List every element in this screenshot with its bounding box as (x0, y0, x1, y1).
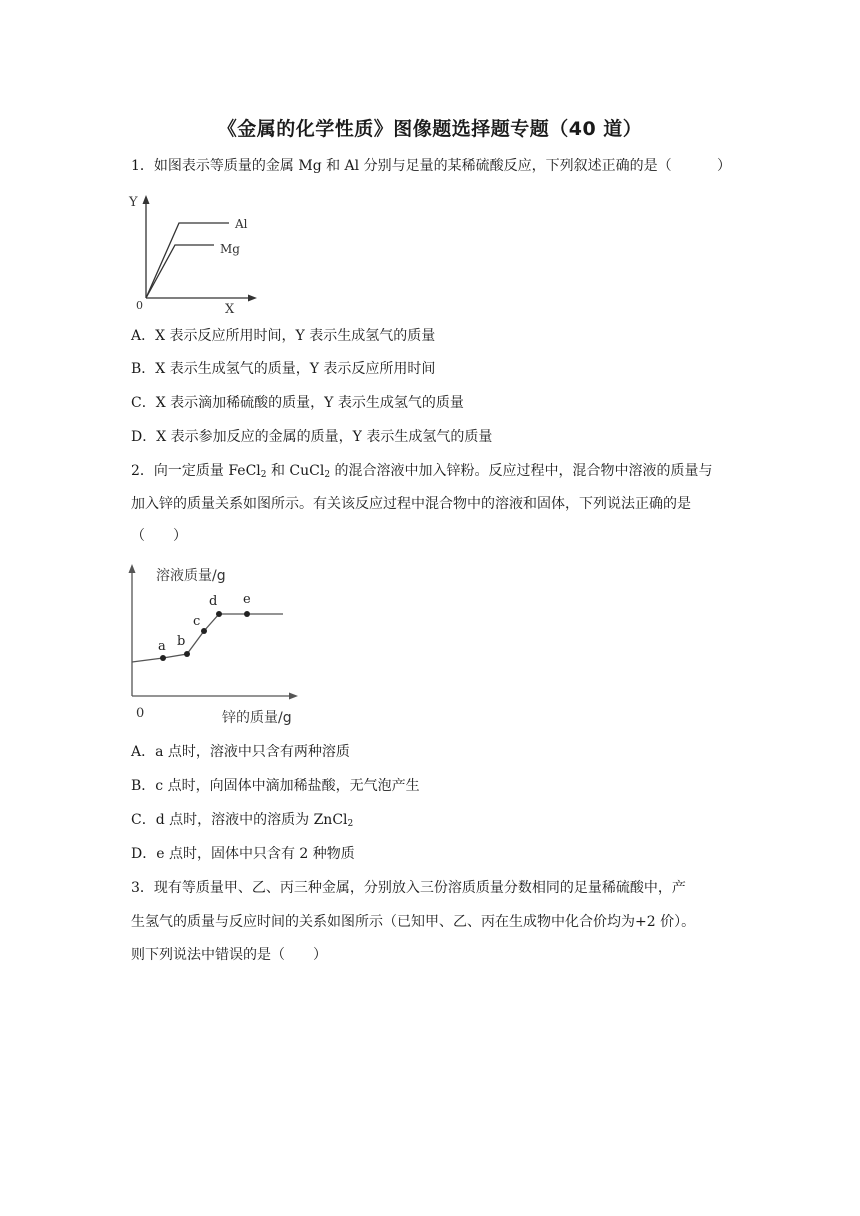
q2-origin-label: 0 (136, 706, 145, 721)
q1-stem-text: 1．如图表示等质量的金属 Mg 和 Al 分别与足量的某稀硫酸反应，下列叙述正确的是（ (131, 158, 672, 174)
q1-option-d: D．X 表示参加反应的金属的质量，Y 表示生成氢气的质量 (131, 429, 493, 445)
q1-stem-paren: ） (717, 158, 731, 174)
q2-y-arrow (129, 564, 136, 573)
q2-point-a (160, 655, 166, 661)
q1-stem (131, 157, 731, 175)
q1-option-b: B．X 表示生成氢气的质量，Y 表示反应所用时间 (131, 361, 436, 377)
q1-al-label: Al (235, 217, 248, 231)
q2-y-label: 溶液质量/g (156, 568, 226, 584)
q3-stem-line-2: 生氢气的质量与反应时间的关系如图所示（已知甲、乙、丙在生成物中化合价均为+2 价）。 (131, 914, 696, 930)
q1-mg-label: Mg (220, 242, 240, 256)
q2-option-c (131, 811, 353, 829)
q2-x-arrow (289, 693, 298, 700)
q3-stem-line-1: 3．现有等质量甲、乙、丙三种金属，分别放入三份溶质质量分数相同的足量稀硫酸中，产 (131, 880, 686, 896)
q2-label-b: b (177, 634, 186, 649)
q2-label-e: e (243, 592, 251, 607)
q2-stem-sub-1: 2 (260, 470, 267, 480)
q2-point-e (244, 611, 250, 617)
q2-point-c (201, 628, 207, 634)
q2-stem-sub-2: 2 (324, 470, 331, 480)
q2-point-d (216, 611, 222, 617)
q1-y-arrow (143, 195, 150, 204)
q2-option-b: B．c 点时，向固体中滴加稀盐酸，无气泡产生 (131, 778, 420, 794)
q1-origin-label: 0 (136, 299, 143, 312)
q2-option-a: A．a 点时，溶液中只含有两种溶质 (131, 744, 350, 760)
q2-x-label: 锌的质量/g (222, 710, 292, 726)
q1-al-line (146, 223, 229, 298)
q1-option-c: C．X 表示滴加稀硫酸的质量，Y 表示生成氢气的质量 (131, 395, 464, 411)
q2-option-c-text: C．d 点时，溶液中的溶质为 ZnCl (131, 812, 348, 828)
q3-stem-line-3: 则下列说法中错误的是（ ） (131, 947, 327, 963)
q2-stem-line-1 (131, 462, 713, 480)
q1-figure (126, 192, 266, 320)
q1-mg-line (146, 245, 214, 298)
document-title: 《金属的化学性质》图像题选择题专题（40 道） (217, 118, 643, 140)
q2-stem-part-b: 和 CuCl (266, 463, 325, 479)
q2-option-d: D．e 点时，固体中只含有 2 种物质 (131, 846, 355, 862)
q2-stem-part-c: 的混合溶液中加入锌粉。反应过程中，混合物中溶液的质量与 (330, 463, 713, 479)
q2-stem-line-2: 加入锌的质量关系如图所示。有关该反应过程中混合物中的溶液和固体，下列说法正确的是 (131, 496, 691, 512)
q1-x-label: X (225, 302, 235, 317)
q2-label-a: a (158, 639, 166, 654)
q2-stem-line-3: （ ） (131, 528, 187, 544)
q2-point-b (184, 651, 190, 657)
q2-label-d: d (209, 594, 218, 609)
q2-stem-part-a: 2．向一定质量 FeCl (131, 463, 261, 479)
q2-figure (126, 560, 311, 730)
q1-option-a: A．X 表示反应所用时间，Y 表示生成氢气的质量 (131, 328, 436, 344)
q2-label-c: c (193, 614, 201, 629)
q1-y-label: Y (129, 195, 138, 210)
q2-option-c-sub: 2 (347, 819, 354, 829)
q1-x-arrow (248, 295, 257, 302)
q2-curve (132, 614, 283, 662)
